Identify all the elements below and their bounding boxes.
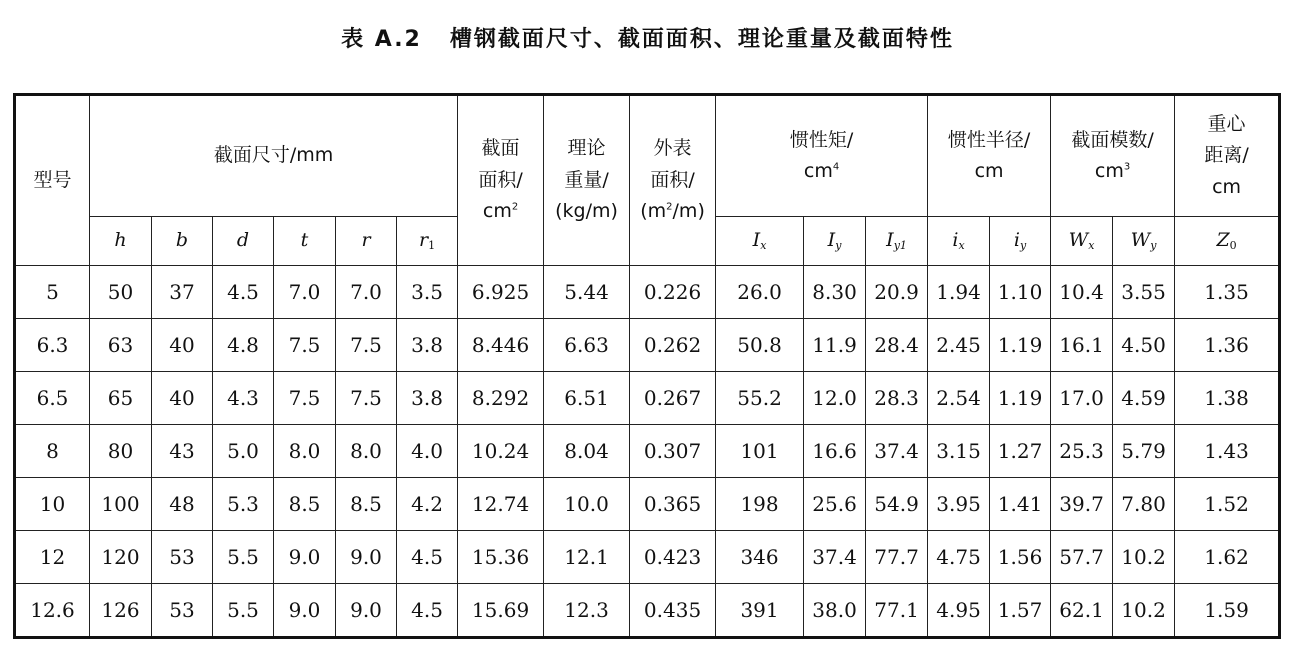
subheader-t: t [274, 217, 336, 266]
value-cell: 0.365 [630, 478, 716, 531]
value-cell: 9.0 [336, 531, 397, 584]
value-cell: 0.262 [630, 319, 716, 372]
type-cell: 12.6 [15, 584, 90, 638]
value-cell: 5.0 [213, 425, 274, 478]
table-row [15, 372, 1280, 425]
type-cell: 8 [15, 425, 90, 478]
value-cell: 37.4 [866, 425, 928, 478]
table-row [15, 425, 1280, 478]
table-number: 表 A.2 [341, 27, 422, 52]
value-cell: 17.0 [1051, 372, 1113, 425]
value-cell: 10.24 [458, 425, 544, 478]
value-cell: 100 [90, 478, 152, 531]
value-cell: 4.2 [397, 478, 458, 531]
value-cell: 10.2 [1113, 531, 1175, 584]
header-outer-surface-area: 外表 面积/ $(m^2/m)$ [630, 95, 716, 266]
value-cell: 48 [152, 478, 213, 531]
subheader-iy-moment: $I_y$ [804, 217, 866, 266]
subheader-wx: $W_x$ [1051, 217, 1113, 266]
value-cell: 4.95 [928, 584, 990, 638]
value-cell: 5.79 [1113, 425, 1175, 478]
subheader-r: r [336, 217, 397, 266]
value-cell: 53 [152, 584, 213, 638]
header-type: 型号 [15, 95, 90, 266]
value-cell: 57.7 [1051, 531, 1113, 584]
subheader-b: b [152, 217, 213, 266]
value-cell: 3.95 [928, 478, 990, 531]
value-cell: 10.2 [1113, 584, 1175, 638]
value-cell: 25.6 [804, 478, 866, 531]
value-cell: 20.9 [866, 266, 928, 319]
value-cell: 391 [716, 584, 804, 638]
value-cell: 1.27 [990, 425, 1051, 478]
value-cell: 2.45 [928, 319, 990, 372]
value-cell: 8.30 [804, 266, 866, 319]
value-cell: 3.55 [1113, 266, 1175, 319]
value-cell: 101 [716, 425, 804, 478]
value-cell: 0.435 [630, 584, 716, 638]
value-cell: 55.2 [716, 372, 804, 425]
table-body [15, 266, 1280, 638]
value-cell: 10.0 [544, 478, 630, 531]
value-cell: 28.4 [866, 319, 928, 372]
value-cell: 4.50 [1113, 319, 1175, 372]
type-cell: 5 [15, 266, 90, 319]
value-cell: 1.10 [990, 266, 1051, 319]
value-cell: 8.5 [336, 478, 397, 531]
subheader-h: h [90, 217, 152, 266]
value-cell: 12.3 [544, 584, 630, 638]
value-cell: 0.226 [630, 266, 716, 319]
value-cell: 6.925 [458, 266, 544, 319]
value-cell: 15.69 [458, 584, 544, 638]
value-cell: 3.8 [397, 319, 458, 372]
header-centroid-distance: 重心 距离/ cm [1175, 95, 1280, 217]
value-cell: 9.0 [274, 531, 336, 584]
value-cell: 12.74 [458, 478, 544, 531]
table-row [15, 531, 1280, 584]
value-cell: 1.41 [990, 478, 1051, 531]
value-cell: 6.51 [544, 372, 630, 425]
value-cell: 50 [90, 266, 152, 319]
subheader-z0: $Z_0$ [1175, 217, 1280, 266]
value-cell: 1.57 [990, 584, 1051, 638]
value-cell: 3.8 [397, 372, 458, 425]
value-cell: 3.5 [397, 266, 458, 319]
value-cell: 8.0 [336, 425, 397, 478]
value-cell: 1.19 [990, 319, 1051, 372]
table-row [15, 584, 1280, 638]
value-cell: 38.0 [804, 584, 866, 638]
subheader-ix-radius: $i_x$ [928, 217, 990, 266]
table-caption: 槽钢截面尺寸、截面面积、理论重量及截面特性 [449, 27, 954, 52]
value-cell: 126 [90, 584, 152, 638]
table-title [0, 22, 1295, 53]
value-cell: 28.3 [866, 372, 928, 425]
value-cell: 50.8 [716, 319, 804, 372]
value-cell: 4.8 [213, 319, 274, 372]
value-cell: 0.267 [630, 372, 716, 425]
value-cell: 25.3 [1051, 425, 1113, 478]
value-cell: 5.44 [544, 266, 630, 319]
value-cell: 77.1 [866, 584, 928, 638]
value-cell: 1.36 [1175, 319, 1280, 372]
value-cell: 4.5 [397, 531, 458, 584]
value-cell: 16.6 [804, 425, 866, 478]
value-cell: 3.15 [928, 425, 990, 478]
value-cell: 12.1 [544, 531, 630, 584]
value-cell: 0.307 [630, 425, 716, 478]
type-cell: 10 [15, 478, 90, 531]
value-cell: 43 [152, 425, 213, 478]
table-row [15, 319, 1280, 372]
value-cell: 15.36 [458, 531, 544, 584]
header-section-dimensions: 截面尺寸/mm [90, 95, 458, 217]
value-cell: 8.446 [458, 319, 544, 372]
value-cell: 6.63 [544, 319, 630, 372]
value-cell: 63 [90, 319, 152, 372]
value-cell: 4.0 [397, 425, 458, 478]
value-cell: 7.0 [274, 266, 336, 319]
value-cell: 1.38 [1175, 372, 1280, 425]
value-cell: 4.59 [1113, 372, 1175, 425]
value-cell: 4.75 [928, 531, 990, 584]
value-cell: 4.3 [213, 372, 274, 425]
value-cell: 198 [716, 478, 804, 531]
value-cell: 26.0 [716, 266, 804, 319]
header-radius-of-gyration: 惯性半径/ cm [928, 95, 1051, 217]
value-cell: 54.9 [866, 478, 928, 531]
value-cell: 1.35 [1175, 266, 1280, 319]
subheader-ix-moment: $I_x$ [716, 217, 804, 266]
subheader-wy: $W_y$ [1113, 217, 1175, 266]
value-cell: 9.0 [336, 584, 397, 638]
value-cell: 8.5 [274, 478, 336, 531]
value-cell: 5.5 [213, 584, 274, 638]
subheader-iy-radius: $i_y$ [990, 217, 1051, 266]
value-cell: 7.80 [1113, 478, 1175, 531]
table-row [15, 478, 1280, 531]
subheader-iy1-moment: $I_{y1}$ [866, 217, 928, 266]
value-cell: 4.5 [213, 266, 274, 319]
value-cell: 10.4 [1051, 266, 1113, 319]
value-cell: 5.3 [213, 478, 274, 531]
value-cell: 2.54 [928, 372, 990, 425]
value-cell: 7.5 [336, 319, 397, 372]
value-cell: 40 [152, 372, 213, 425]
value-cell: 11.9 [804, 319, 866, 372]
type-cell: 6.3 [15, 319, 90, 372]
type-cell: 12 [15, 531, 90, 584]
type-cell: 6.5 [15, 372, 90, 425]
value-cell: 39.7 [1051, 478, 1113, 531]
header-section-modulus: 截面模数/ $cm^3$ [1051, 95, 1175, 217]
value-cell: 37 [152, 266, 213, 319]
value-cell: 40 [152, 319, 213, 372]
value-cell: 7.5 [274, 372, 336, 425]
channel-steel-table [13, 93, 1281, 639]
subheader-d: d [213, 217, 274, 266]
value-cell: 9.0 [274, 584, 336, 638]
header-moment-of-inertia: 惯性矩/ $cm^4$ [716, 95, 928, 217]
value-cell: 7.5 [336, 372, 397, 425]
value-cell: 53 [152, 531, 213, 584]
value-cell: 16.1 [1051, 319, 1113, 372]
value-cell: 65 [90, 372, 152, 425]
value-cell: 37.4 [804, 531, 866, 584]
value-cell: 1.56 [990, 531, 1051, 584]
value-cell: 5.5 [213, 531, 274, 584]
value-cell: 7.5 [274, 319, 336, 372]
value-cell: 0.423 [630, 531, 716, 584]
value-cell: 1.62 [1175, 531, 1280, 584]
value-cell: 12.0 [804, 372, 866, 425]
value-cell: 4.5 [397, 584, 458, 638]
header-section-area: 截面 面积/ $cm^2$ [458, 95, 544, 266]
value-cell: 8.292 [458, 372, 544, 425]
value-cell: 8.0 [274, 425, 336, 478]
value-cell: 8.04 [544, 425, 630, 478]
value-cell: 1.94 [928, 266, 990, 319]
value-cell: 346 [716, 531, 804, 584]
value-cell: 1.52 [1175, 478, 1280, 531]
value-cell: 80 [90, 425, 152, 478]
subheader-r1: $r_1$ [397, 217, 458, 266]
value-cell: 120 [90, 531, 152, 584]
value-cell: 1.43 [1175, 425, 1280, 478]
value-cell: 1.59 [1175, 584, 1280, 638]
value-cell: 1.19 [990, 372, 1051, 425]
header-theoretical-weight: 理论 重量/ (kg/m) [544, 95, 630, 266]
table-row [15, 266, 1280, 319]
value-cell: 77.7 [866, 531, 928, 584]
value-cell: 7.0 [336, 266, 397, 319]
value-cell: 62.1 [1051, 584, 1113, 638]
